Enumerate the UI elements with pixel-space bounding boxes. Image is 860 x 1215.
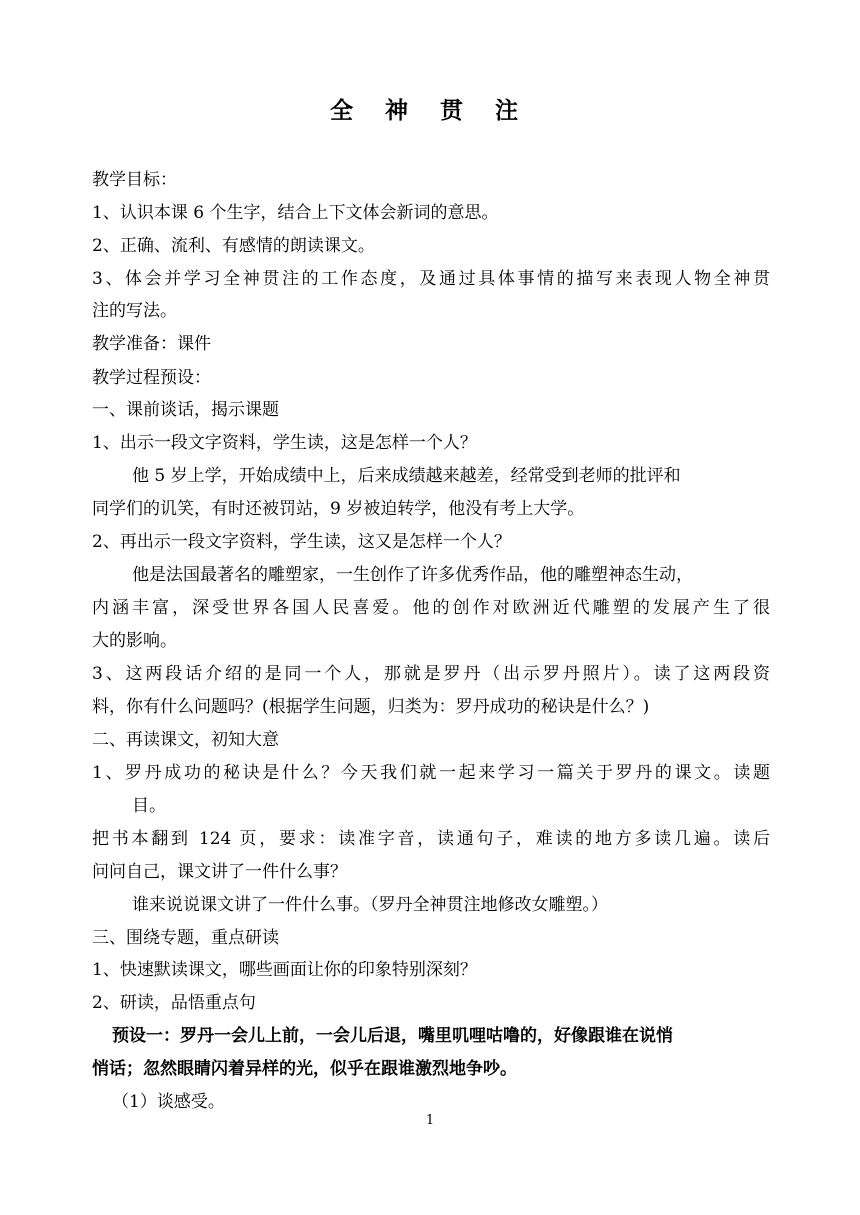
text-line: 目。 [132,796,166,816]
text-line: 2、再出示一段文字资料，学生读，这又是怎样一个人？ [92,532,511,552]
text-line: 三、围绕专题，重点研读 [92,928,279,948]
text-line: 注的写法。 [92,301,177,321]
text-line: 他 5 岁上学，开始成绩中上，后来成绩越来越差，经常受到老师的批评和 [132,466,681,486]
text-line: 谁来说说课文讲了一件什么事。（罗丹全神贯注地修改女雕塑。） [132,895,608,915]
text-line: 2、正确、流利、有感情的朗读课文。 [92,236,375,256]
text-line: 一、课前谈话，揭示课题 [92,400,279,420]
text-line: 1、认识本课 6 个生字，结合上下文体会新词的意思。 [92,203,499,223]
text-line: 他是法国最著名的雕塑家，一生创作了许多优秀作品，他的雕塑神态生动， [132,565,693,585]
text-line: 3、体会并学习全神贯注的工作态度，及通过具体事情的描写来表现人物全神贯 [92,269,770,289]
text-line: 教学目标： [92,170,177,190]
text-line: 1、快速默读课文，哪些画面让你的印象特别深刻？ [92,960,477,980]
text-line: 大的影响。 [92,631,177,651]
text-line: 料，你有什么问题吗？(根据学生问题，归类为：罗丹成功的秘诀是什么？) [92,697,650,717]
text-line: 问问自己，课文讲了一件什么事？ [92,862,347,882]
document-title: 全 神 贯 注 [329,97,531,124]
text-line: 2、研读，品悟重点句 [92,993,256,1013]
text-line: （1）谈感受。 [112,1092,225,1112]
page-number: 1 [425,1113,435,1128]
bold-text-line: 悄话；忽然眼睛闪着异样的光，似乎在跟谁激烈地争吵。 [92,1059,517,1079]
text-line: 同学们的讥笑，有时还被罚站，9 岁被迫转学，他没有考上大学。 [92,499,585,519]
text-line: 1、罗丹成功的秘诀是什么？今天我们就一起来学习一篇关于罗丹的课文。读题 [92,763,770,783]
text-line: 教学过程预设： [92,368,211,388]
bold-text-line: 预设一：罗丹一会儿上前，一会儿后退，嘴里叽哩咕噜的，好像跟谁在说悄 [112,1026,673,1046]
text-line: 3、这两段话介绍的是同一个人，那就是罗丹（出示罗丹照片）。读了这两段资 [92,664,770,684]
text-line: 内涵丰富，深受世界各国人民喜爱。他的创作对欧洲近代雕塑的发展产生了很 [92,598,770,618]
text-line: 1、出示一段文字资料，学生读，这是怎样一个人？ [92,433,477,453]
text-line: 教学准备：课件 [92,334,211,354]
text-line: 二、再读课文，初知大意 [92,730,279,750]
text-line: 把书本翻到 124 页，要求：读准字音，读通句子，难读的地方多读几遍。读后 [92,829,770,849]
